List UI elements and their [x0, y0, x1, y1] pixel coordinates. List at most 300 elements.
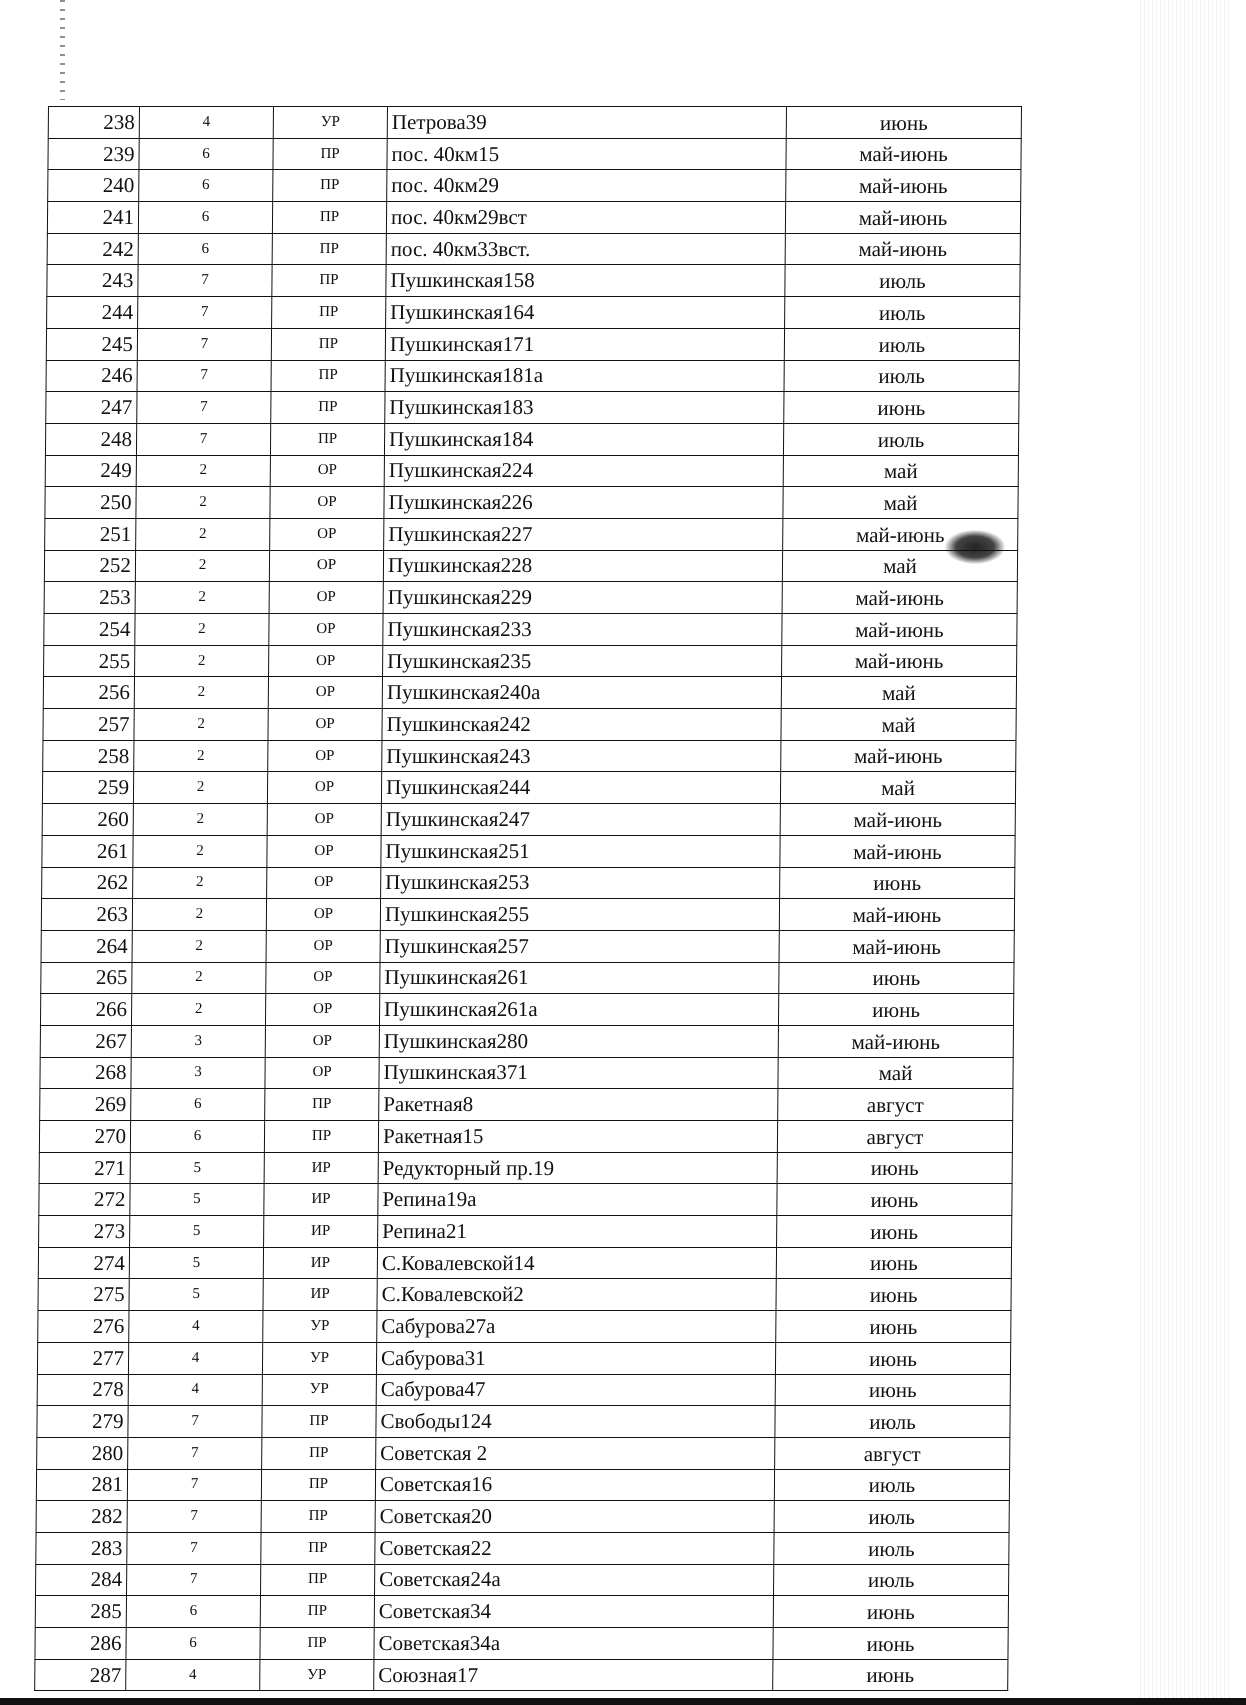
table-row — [47, 202, 1020, 234]
month-cell: август — [777, 1121, 1012, 1153]
month-cell: июнь — [775, 1342, 1010, 1374]
month-cell: август — [778, 1089, 1013, 1121]
row-number-cell: 248 — [45, 423, 136, 455]
address-cell: Пушкинская253 — [381, 867, 780, 899]
group-cell: 5 — [130, 1216, 264, 1248]
address-cell: Сабурова27а — [377, 1311, 776, 1343]
address-cell: Пушкинская243 — [382, 740, 781, 772]
table-row — [36, 1532, 1009, 1564]
type-cell: ОР — [270, 518, 384, 550]
scan-edge-noise-right — [1140, 0, 1230, 1705]
type-cell: ОР — [265, 1025, 379, 1057]
type-cell: ОР — [266, 930, 380, 962]
address-cell: пос. 40км15 — [387, 138, 786, 170]
row-number-cell: 269 — [40, 1089, 131, 1121]
table-row — [46, 360, 1019, 392]
table-row — [47, 265, 1020, 297]
type-cell: ПР — [273, 138, 387, 170]
row-number-cell: 286 — [35, 1628, 126, 1660]
address-cell: Репина19а — [378, 1184, 777, 1216]
address-cell: пос. 40км33вст. — [386, 233, 785, 265]
month-cell: июнь — [776, 1247, 1011, 1279]
row-number-cell: 262 — [42, 867, 133, 899]
month-cell: май-июнь — [786, 170, 1021, 202]
group-cell: 2 — [135, 582, 269, 614]
type-cell: ИР — [263, 1247, 377, 1279]
month-cell: май-июнь — [780, 804, 1015, 836]
month-cell: май-июнь — [778, 1025, 1013, 1057]
address-cell: Пушкинская261 — [380, 962, 779, 994]
address-cell: Пушкинская224 — [384, 455, 783, 487]
group-cell: 3 — [131, 1057, 265, 1089]
group-cell: 7 — [128, 1406, 262, 1438]
type-cell: ПР — [272, 202, 386, 234]
type-cell: ПР — [264, 1121, 378, 1153]
month-cell: июнь — [776, 1279, 1011, 1311]
row-number-cell: 263 — [41, 899, 132, 931]
row-number-cell: 283 — [36, 1532, 127, 1564]
type-cell: ОР — [268, 740, 382, 772]
group-cell: 2 — [132, 899, 266, 931]
group-cell: 7 — [137, 360, 271, 392]
row-number-cell: 282 — [36, 1501, 127, 1533]
group-cell: 6 — [126, 1596, 260, 1628]
type-cell: ПР — [261, 1501, 375, 1533]
table-row — [39, 1216, 1012, 1248]
address-cell: Пушкинская183 — [385, 392, 784, 424]
type-cell: ПР — [270, 423, 384, 455]
row-number-cell: 250 — [45, 487, 136, 519]
address-cell: Пушкинская164 — [386, 297, 785, 329]
address-cell: Советская24а — [374, 1564, 773, 1596]
group-cell: 2 — [134, 709, 268, 741]
month-cell: июнь — [773, 1596, 1008, 1628]
month-cell: июнь — [776, 1311, 1011, 1343]
group-cell: 6 — [138, 233, 272, 265]
group-cell: 5 — [130, 1184, 264, 1216]
address-cell: Пушкинская184 — [384, 423, 783, 455]
address-cell: С.Ковалевской2 — [377, 1279, 776, 1311]
table-row — [45, 423, 1018, 455]
scan-edge-bottom — [0, 1698, 1246, 1705]
address-cell: Пушкинская251 — [381, 835, 780, 867]
scan-edge-marks-left — [60, 0, 65, 100]
month-cell: июнь — [778, 994, 1013, 1026]
address-cell: Советская34а — [374, 1628, 773, 1660]
month-cell: июнь — [780, 867, 1015, 899]
table-row — [37, 1374, 1010, 1406]
address-cell: Пушкинская227 — [384, 518, 783, 550]
group-cell: 2 — [133, 804, 267, 836]
group-cell: 7 — [138, 297, 272, 329]
month-cell: май — [783, 455, 1018, 487]
table-row — [42, 804, 1015, 836]
type-cell: ОР — [270, 487, 384, 519]
table-row — [44, 645, 1017, 677]
month-cell: июль — [783, 423, 1018, 455]
group-cell: 6 — [138, 202, 272, 234]
table-row — [36, 1501, 1009, 1533]
month-cell: май-июнь — [781, 740, 1016, 772]
address-cell: Ракетная15 — [378, 1121, 777, 1153]
type-cell: ОР — [267, 867, 381, 899]
address-cell: Союзная17 — [374, 1659, 773, 1691]
address-cell: Пушкинская158 — [386, 265, 785, 297]
group-cell: 7 — [127, 1469, 261, 1501]
group-cell: 5 — [129, 1279, 263, 1311]
table-row — [42, 772, 1015, 804]
table-row — [40, 1025, 1013, 1057]
address-cell: Сабурова47 — [376, 1374, 775, 1406]
type-cell: ОР — [266, 899, 380, 931]
month-cell: май-июнь — [782, 645, 1017, 677]
table-row — [42, 867, 1015, 899]
group-cell: 7 — [127, 1501, 261, 1533]
type-cell: ПР — [265, 1089, 379, 1121]
row-number-cell: 276 — [38, 1311, 129, 1343]
group-cell: 2 — [135, 550, 269, 582]
table-row — [40, 1057, 1013, 1089]
table-row — [38, 1311, 1011, 1343]
month-cell: июнь — [775, 1374, 1010, 1406]
month-cell: май — [783, 487, 1018, 519]
document-table-container — [35, 106, 1022, 1688]
group-cell: 2 — [131, 994, 265, 1026]
month-cell: июль — [785, 297, 1020, 329]
group-cell: 7 — [128, 1437, 262, 1469]
table-row — [35, 1596, 1008, 1628]
address-cell: Пушкинская257 — [380, 930, 779, 962]
table-row — [41, 962, 1014, 994]
table-row — [47, 297, 1020, 329]
type-cell: ИР — [263, 1279, 377, 1311]
row-number-cell: 266 — [40, 994, 131, 1026]
month-cell: июнь — [779, 962, 1014, 994]
row-number-cell: 265 — [41, 962, 132, 994]
table-row — [48, 107, 1021, 139]
row-number-cell: 271 — [39, 1152, 130, 1184]
type-cell: ПР — [272, 297, 386, 329]
address-cell: Пушкинская371 — [379, 1057, 778, 1089]
table-row — [44, 614, 1017, 646]
group-cell: 2 — [132, 962, 266, 994]
row-number-cell: 255 — [44, 645, 135, 677]
row-number-cell: 258 — [43, 740, 134, 772]
group-cell: 2 — [134, 740, 268, 772]
month-cell: август — [775, 1437, 1010, 1469]
group-cell: 6 — [139, 138, 273, 170]
table-row — [37, 1342, 1010, 1374]
type-cell: ПР — [262, 1437, 376, 1469]
row-number-cell: 268 — [40, 1057, 131, 1089]
month-cell: май-июнь — [786, 138, 1021, 170]
table-row — [41, 899, 1014, 931]
table-row — [46, 328, 1019, 360]
month-cell: июль — [785, 265, 1020, 297]
type-cell: ОР — [269, 550, 383, 582]
table-row — [35, 1628, 1008, 1660]
group-cell: 5 — [130, 1152, 264, 1184]
month-cell: июль — [774, 1532, 1009, 1564]
type-cell: ОР — [267, 804, 381, 836]
group-cell: 4 — [126, 1659, 260, 1691]
group-cell: 2 — [133, 835, 267, 867]
row-number-cell: 267 — [40, 1025, 131, 1057]
row-number-cell: 280 — [37, 1437, 128, 1469]
month-cell: июль — [784, 360, 1019, 392]
row-number-cell: 285 — [35, 1596, 126, 1628]
table-row — [39, 1152, 1012, 1184]
row-number-cell: 278 — [37, 1374, 128, 1406]
group-cell: 6 — [139, 170, 273, 202]
month-cell: июль — [784, 328, 1019, 360]
type-cell: ОР — [270, 455, 384, 487]
group-cell: 7 — [127, 1532, 261, 1564]
month-cell: июнь — [773, 1659, 1008, 1691]
type-cell: ИР — [264, 1152, 378, 1184]
month-cell: июнь — [777, 1184, 1012, 1216]
month-cell: май-июнь — [780, 835, 1015, 867]
type-cell: ПР — [260, 1628, 374, 1660]
type-cell: ПР — [261, 1532, 375, 1564]
row-number-cell: 254 — [44, 614, 135, 646]
table-row — [44, 550, 1017, 582]
row-number-cell: 256 — [43, 677, 134, 709]
type-cell: ПР — [273, 170, 387, 202]
type-cell: УР — [262, 1374, 376, 1406]
type-cell: ОР — [266, 962, 380, 994]
row-number-cell: 241 — [47, 202, 138, 234]
table-row — [39, 1184, 1012, 1216]
address-cell: Пушкинская280 — [379, 1025, 778, 1057]
row-number-cell: 281 — [36, 1469, 127, 1501]
type-cell: ПР — [272, 265, 386, 297]
address-cell: Советская22 — [375, 1532, 774, 1564]
group-cell: 2 — [133, 772, 267, 804]
row-number-cell: 251 — [45, 518, 136, 550]
row-number-cell: 247 — [46, 392, 137, 424]
month-cell: июнь — [773, 1628, 1008, 1660]
address-cell: Советская20 — [375, 1501, 774, 1533]
row-number-cell: 287 — [35, 1659, 126, 1691]
address-cell: Пушкинская235 — [383, 645, 782, 677]
address-cell: Пушкинская240а — [382, 677, 781, 709]
type-cell: ПР — [272, 233, 386, 265]
type-cell: ОР — [269, 645, 383, 677]
table-row — [47, 233, 1020, 265]
row-number-cell: 279 — [37, 1406, 128, 1438]
row-number-cell: 260 — [42, 804, 133, 836]
table-row — [43, 740, 1016, 772]
type-cell: ПР — [271, 392, 385, 424]
address-cell: Пушкинская233 — [383, 614, 782, 646]
group-cell: 2 — [134, 677, 268, 709]
table-row — [48, 138, 1021, 170]
group-cell: 4 — [139, 107, 273, 139]
address-cell: пос. 40км29 — [387, 170, 786, 202]
row-number-cell: 272 — [39, 1184, 130, 1216]
address-cell: Советская16 — [375, 1469, 774, 1501]
address-cell: Пушкинская244 — [381, 772, 780, 804]
address-cell: Пушкинская171 — [385, 328, 784, 360]
table-row — [37, 1406, 1010, 1438]
month-cell: июль — [775, 1406, 1010, 1438]
type-cell: УР — [262, 1342, 376, 1374]
address-cell: Пушкинская181а — [385, 360, 784, 392]
address-cell: Петрова39 — [387, 107, 786, 139]
address-cell: Репина21 — [378, 1216, 777, 1248]
type-cell: ПР — [271, 328, 385, 360]
table-row — [43, 709, 1016, 741]
type-cell: УР — [260, 1659, 374, 1691]
type-cell: ОР — [268, 709, 382, 741]
month-cell: июль — [773, 1564, 1008, 1596]
type-cell: ОР — [265, 994, 379, 1026]
type-cell: ПР — [262, 1406, 376, 1438]
row-number-cell: 257 — [43, 709, 134, 741]
table-row — [45, 518, 1018, 550]
group-cell: 7 — [138, 265, 272, 297]
row-number-cell: 277 — [37, 1342, 128, 1374]
address-cell: Сабурова31 — [376, 1342, 775, 1374]
table-row — [44, 582, 1017, 614]
table-row — [45, 455, 1018, 487]
month-cell: май-июнь — [783, 518, 1018, 550]
table-row — [36, 1469, 1009, 1501]
table-row — [38, 1247, 1011, 1279]
address-cell: Советская 2 — [376, 1437, 775, 1469]
row-number-cell: 273 — [39, 1216, 130, 1248]
month-cell: май — [781, 709, 1016, 741]
table-row — [40, 994, 1013, 1026]
row-number-cell: 244 — [47, 297, 138, 329]
group-cell: 2 — [136, 518, 270, 550]
row-number-cell: 249 — [45, 455, 136, 487]
table-row — [39, 1121, 1012, 1153]
table-row — [45, 487, 1018, 519]
row-number-cell: 284 — [35, 1564, 126, 1596]
type-cell: ОР — [267, 835, 381, 867]
group-cell: 5 — [129, 1247, 263, 1279]
address-cell: Пушкинская255 — [380, 899, 779, 931]
type-cell: ИР — [264, 1216, 378, 1248]
group-cell: 6 — [130, 1121, 264, 1153]
table-row — [46, 392, 1019, 424]
row-number-cell: 274 — [38, 1247, 129, 1279]
type-cell: ОР — [269, 582, 383, 614]
type-cell: УР — [273, 107, 387, 139]
month-cell: май — [782, 550, 1017, 582]
row-number-cell: 259 — [42, 772, 133, 804]
month-cell: июль — [774, 1469, 1009, 1501]
group-cell: 2 — [133, 867, 267, 899]
address-cell: Свободы124 — [376, 1406, 775, 1438]
group-cell: 4 — [128, 1342, 262, 1374]
group-cell: 7 — [137, 392, 271, 424]
type-cell: ПР — [271, 360, 385, 392]
address-cell: Ракетная8 — [379, 1089, 778, 1121]
row-number-cell: 238 — [48, 107, 139, 139]
month-cell: июль — [774, 1501, 1009, 1533]
row-number-cell: 242 — [47, 233, 138, 265]
group-cell: 7 — [137, 328, 271, 360]
month-cell: май — [778, 1057, 1013, 1089]
table-row — [35, 1659, 1008, 1691]
row-number-cell: 253 — [44, 582, 135, 614]
address-cell: Пушкинская226 — [384, 487, 783, 519]
month-cell: май-июнь — [782, 582, 1017, 614]
group-cell: 4 — [128, 1374, 262, 1406]
row-number-cell: 264 — [41, 930, 132, 962]
table-body — [35, 107, 1022, 1691]
month-cell: июнь — [777, 1152, 1012, 1184]
address-cell: Пушкинская261а — [379, 994, 778, 1026]
group-cell: 6 — [131, 1089, 265, 1121]
group-cell: 2 — [135, 645, 269, 677]
month-cell: июнь — [784, 392, 1019, 424]
group-cell: 7 — [136, 423, 270, 455]
row-number-cell: 270 — [39, 1121, 130, 1153]
group-cell: 2 — [135, 614, 269, 646]
table-row — [35, 1564, 1008, 1596]
table-row — [41, 930, 1014, 962]
row-number-cell: 245 — [46, 328, 137, 360]
group-cell: 7 — [126, 1564, 260, 1596]
table-row — [38, 1279, 1011, 1311]
type-cell: ОР — [269, 614, 383, 646]
address-cell: Редукторный пр.19 — [378, 1152, 777, 1184]
address-cell: пос. 40км29вст — [386, 202, 785, 234]
month-cell: июнь — [777, 1216, 1012, 1248]
type-cell: ПР — [260, 1596, 374, 1628]
row-number-cell: 239 — [48, 138, 139, 170]
type-cell: ОР — [267, 772, 381, 804]
row-number-cell: 243 — [47, 265, 138, 297]
type-cell: УР — [263, 1311, 377, 1343]
month-cell: май-июнь — [785, 202, 1020, 234]
month-cell: май-июнь — [779, 899, 1014, 931]
address-cell: Пушкинская228 — [383, 550, 782, 582]
type-cell: ИР — [264, 1184, 378, 1216]
type-cell: ОР — [268, 677, 382, 709]
address-cell: Пушкинская242 — [382, 709, 781, 741]
type-cell: ОР — [265, 1057, 379, 1089]
type-cell: ПР — [261, 1469, 375, 1501]
row-number-cell: 246 — [46, 360, 137, 392]
type-cell: ПР — [260, 1564, 374, 1596]
group-cell: 2 — [136, 455, 270, 487]
month-cell: май-июнь — [782, 614, 1017, 646]
month-cell: май-июнь — [779, 930, 1014, 962]
row-number-cell: 252 — [44, 550, 135, 582]
month-cell: май-июнь — [785, 233, 1020, 265]
group-cell: 6 — [126, 1628, 260, 1660]
month-cell: май — [780, 772, 1015, 804]
table-row — [43, 677, 1016, 709]
row-number-cell: 240 — [48, 170, 139, 202]
group-cell: 4 — [129, 1311, 263, 1343]
table-row — [37, 1437, 1010, 1469]
address-cell: С.Ковалевской14 — [377, 1247, 776, 1279]
month-cell: июнь — [786, 107, 1021, 139]
row-number-cell: 261 — [42, 835, 133, 867]
table-row — [40, 1089, 1013, 1121]
address-cell: Советская34 — [374, 1596, 773, 1628]
address-cell: Пушкинская229 — [383, 582, 782, 614]
schedule-table — [34, 106, 1022, 1691]
group-cell: 3 — [131, 1025, 265, 1057]
group-cell: 2 — [136, 487, 270, 519]
